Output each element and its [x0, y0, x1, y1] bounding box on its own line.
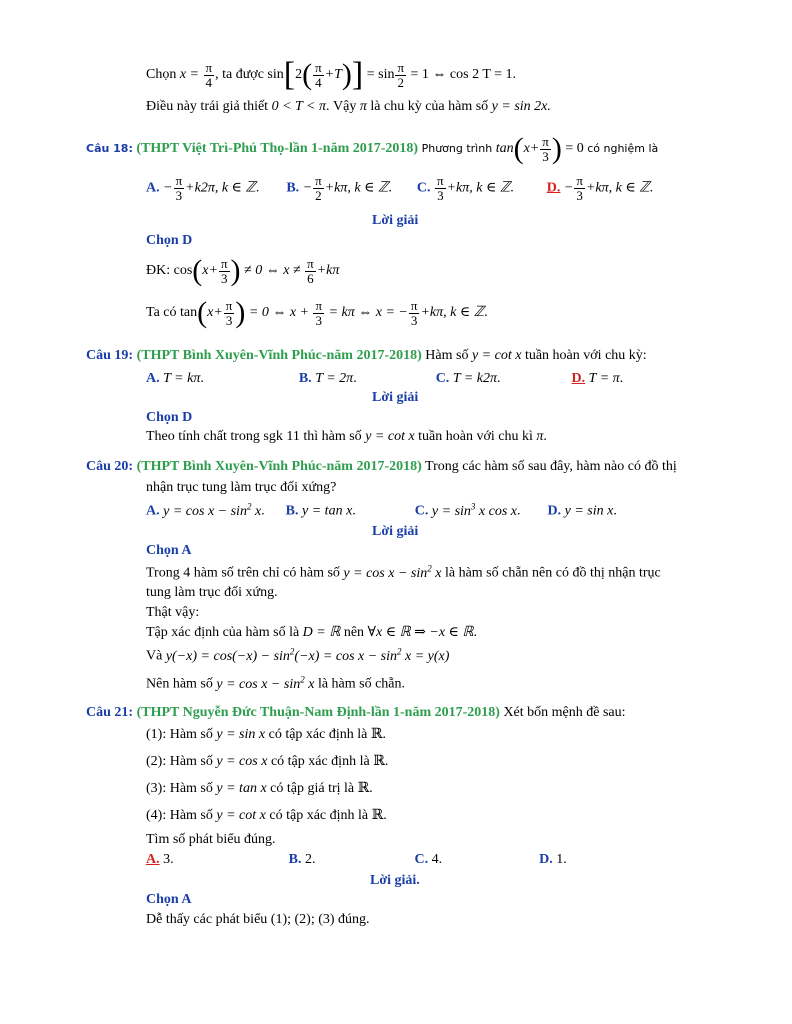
- answer-18: Chọn D: [146, 233, 193, 248]
- question-20-header: Câu 20: (THPT Bình Xuyên-Vĩnh Phúc-năm 2017-2018) Trong các hàm số sau đây, hàm nào có đồ thị: [86, 459, 677, 474]
- question-20-options: A. $y = \cos x - \sin^2 x$. B. y = tan x. C. $y = \sin^3 x$ cos x. D. y = sin x.: [146, 501, 617, 519]
- q20-solution-line-1: Trong 4 hàm số trên chỉ có hàm số $y = \cos x - \sin^2 x$ là hàm số chẵn nên có đồ thị nhận trục: [146, 563, 661, 581]
- q21-final: Dễ thấy các phát biểu (1); (2); (3) đúng.: [146, 912, 370, 927]
- statement-3: (3): Hàm số y = tan x có tập giá trị là ℝ.: [146, 781, 373, 796]
- option-b: B.: [286, 180, 300, 196]
- question-20-line-2: nhận trục tung làm trục đối xứng?: [146, 480, 337, 495]
- question-21-header: Câu 21: (THPT Nguyễn Đức Thuận-Nam Định-lần 1-năm 2017-2018) Xét bốn mệnh đề sau:: [86, 705, 626, 720]
- solution-title-18: Lời giải: [372, 213, 419, 228]
- answer-20: Chọn A: [146, 543, 192, 558]
- q20-solution-line-6: Nên hàm số $y = \cos x - \sin^2 x$ là hàm số chẵn.: [146, 674, 406, 692]
- intro-line-2: Điều này trái giả thiết 0 < T < π. Vậy π là chu kỳ của hàm số y = sin 2x.: [146, 99, 551, 114]
- question-18-header: Câu 18: (THPT Việt Trì-Phú Thọ-lần 1-năm 2017-2018) Phương trình tan(x+ $\frac{\pi}{3}$ ) = 0 có nghiệm là: [86, 132, 659, 165]
- q20-solution-line-2: tung làm trục đối xứng.: [146, 585, 278, 600]
- answer-21: Chọn A: [146, 892, 192, 907]
- question-19-header: Câu 19: (THPT Bình Xuyên-Vĩnh Phúc-năm 2017-2018) Hàm số y = cot x tuần hoàn với chu kỳ:: [86, 348, 647, 363]
- question-18-options: A. − $\frac{\pi}{3}$ +k2π, k ∈ ℤ. B. − $\frac{\pi}{2}$ +kπ, k ∈ ℤ. C. $\frac{\pi}{3}$ +kπ, k ∈ ℤ. D. − $\frac{\pi}{3}$ +kπ, k ∈ ℤ.: [146, 173, 654, 203]
- q20-solution-line-3: Thật vậy:: [146, 605, 200, 620]
- answer-19: Chọn D: [146, 410, 193, 425]
- option-a: A.: [146, 180, 160, 196]
- question-21-ask: Tìm số phát biểu đúng.: [146, 832, 276, 847]
- q20-solution-line-5: Và $y(-x) = \cos(-x) - \sin^2(-x) = \cos x - \sin^2 x = y(x)$: [146, 646, 450, 664]
- statement-2: (2): Hàm số y = cos x có tập xác định là ℝ.: [146, 754, 389, 769]
- q20-solution-line-4: Tập xác định của hàm số là D = ℝ nên ∀x ∈ ℝ ⇒ −x ∈ ℝ.: [146, 625, 478, 640]
- question-21-options: A. 3. B. 2. C. 4. D. 1.: [146, 852, 567, 867]
- q18-condition: ĐK: cos(x+ $\frac{\pi}{3}$ ) ≠ 0 ⇔ x ≠ $\frac{\pi}{6}$ +kπ: [146, 254, 340, 287]
- statement-1: (1): Hàm số y = sin x có tập xác định là ℝ.: [146, 727, 386, 742]
- solution-title-20: Lời giải: [372, 524, 419, 539]
- question-19-options: A. T = kπ. B. T = 2π. C. T = k2π. D. T = π.: [146, 371, 624, 386]
- q19-explanation: Theo tính chất trong sgk 11 thì hàm số y = cot x tuần hoàn với chu kì π.: [146, 429, 547, 444]
- intro-line-1: Chọn x = $\frac{\pi}{4}$ , ta được sin[2( $\frac{\pi}{4}$ +T)] = sin $\frac{\pi}{2}$ = 1 ⇔ cos 2 T = 1.: [146, 56, 517, 93]
- solution-title-19: Lời giải: [372, 390, 419, 405]
- option-d: D.: [546, 180, 561, 196]
- statement-4: (4): Hàm số y = cot x có tập xác định là ℝ.: [146, 808, 387, 823]
- solution-title-21: Lời giải.: [370, 873, 420, 888]
- option-c: C.: [416, 180, 431, 196]
- q18-derivation: Ta có tan(x+ $\frac{\pi}{3}$ ) = 0 ⇔ x + $\frac{\pi}{3}$ = kπ ⇔ x = − $\frac{\pi}{3}$ +kπ, k ∈ ℤ.: [146, 296, 488, 329]
